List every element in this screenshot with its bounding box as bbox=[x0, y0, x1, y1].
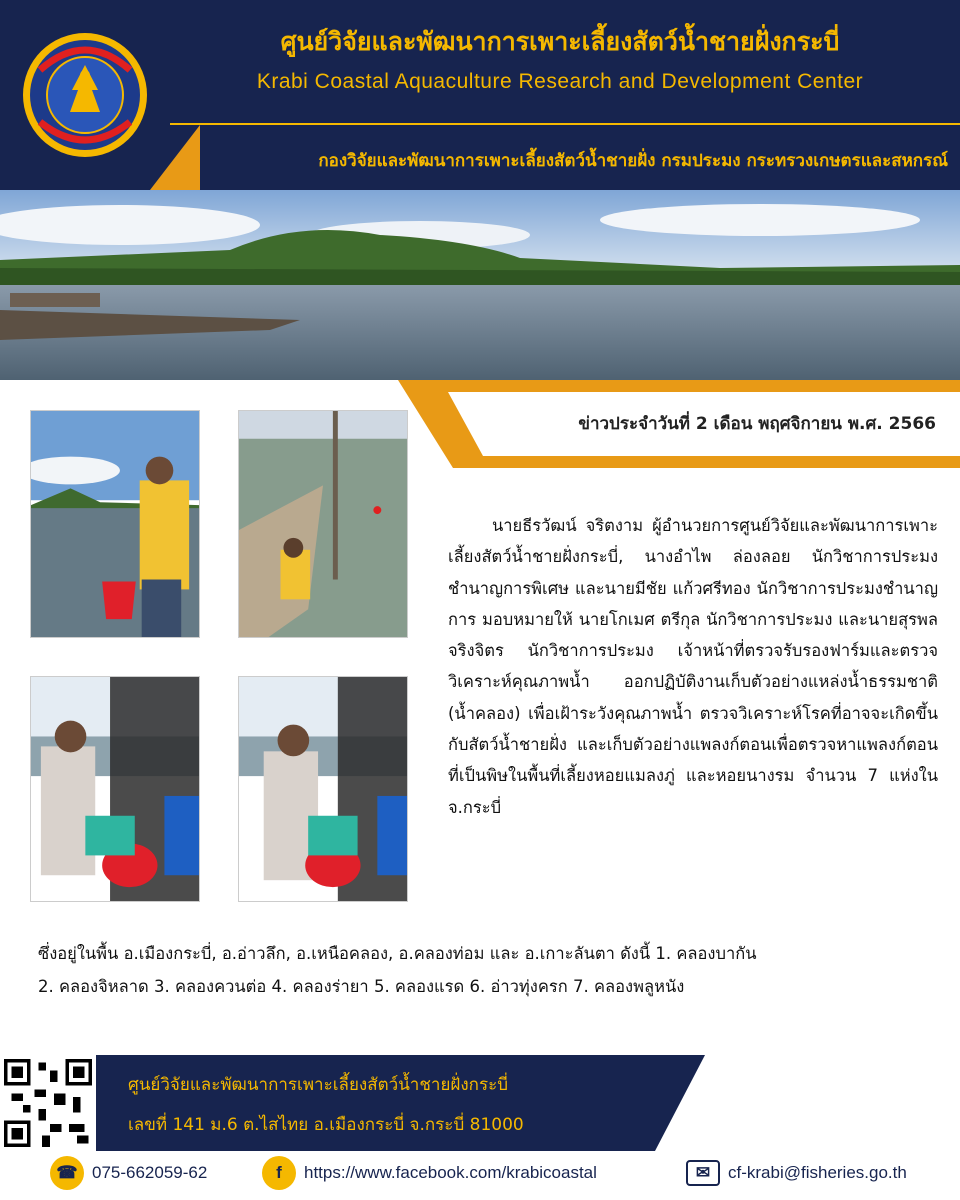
mail-icon: ✉ bbox=[686, 1160, 720, 1186]
news-continuation bbox=[38, 937, 938, 1003]
contact-phone[interactable] bbox=[50, 1155, 207, 1191]
facebook-icon: f bbox=[262, 1156, 296, 1190]
organization-line: กองวิจัยและพัฒนาการเพาะเลี้ยงสัตว์น้ำชายฝั่ง กรมประมง กระทรวงเกษตรและสหกรณ์ bbox=[318, 151, 948, 171]
contact-email[interactable] bbox=[686, 1155, 907, 1191]
news-continuation-line-2: 2. คลองจิหลาด 3. คลองควนต่อ 4. คลองร่ายา 5. คลองแรด 6. อ่าวทุ่งครก 7. คลองพลูหนัง bbox=[38, 977, 685, 996]
footer-address: เลขที่ 141 ม.6 ต.ไสไทย อ.เมืองกระบี่ จ.กระบี่ 81000 bbox=[128, 1115, 524, 1135]
photo-sampling-water-bucket bbox=[30, 410, 200, 638]
center-title-english: Krabi Coastal Aquaculture Research and Development Center bbox=[256, 70, 864, 93]
news-body bbox=[448, 510, 938, 823]
banner-photo-coastline bbox=[0, 190, 960, 380]
news-paragraph: นายธีรวัฒน์ จริตงาม ผู้อำนวยการศูนย์วิจัยและพัฒนาการเพาะเลี้ยงสัตว์น้ำชายฝั่งกระบี่, นางอำไพ ล่องลอย นักวิชาการประมงชำนาญการพิเศษ และนายมีชัย แก้วศรีทอง นักวิชาการประมงชำนาญการ มอบหมายให้ นายโกเมศ ตรีกุล นักวิชาการประมง และนายสุรพล จริงจิตร นักวิชาการประมง เจ้าหน้าที่ตรวจรับรองฟาร์มและตรวจวิเคราะห์คุณภาพน้ำ ออกปฏิบัติงานเก็บตัวอย่างแหล่งน้ำธรรมชาติ (น้ำคลอง) เพื่อเฝ้าระวังคุณภาพน้ำ ตรวจวิเคราะห์โรคที่อาจจะเกิดขึ้นกับสัตว์น้ำชายฝั่ง และเก็บตัวอย่างแพลงก์ตอนเพื่อตรวจหาแพลงก์ตอนที่เป็นพิษในพื้นที่เลี้ยงหอยแมลงภู่ และหอยนางรม จำนวน 7 แห่งใน จ.กระบี่ bbox=[448, 516, 938, 817]
phone-icon: ☎ bbox=[50, 1156, 84, 1190]
footer-center-name: ศูนย์วิจัยและพัฒนาการเพาะเลี้ยงสัตว์น้ำชายฝั่งกระบี่ bbox=[128, 1075, 509, 1095]
photo-water-testing-2 bbox=[238, 676, 408, 902]
qr-code[interactable] bbox=[0, 1055, 96, 1151]
center-title-thai: ศูนย์วิจัยและพัฒนาการเพาะเลี้ยงสัตว์น้ำชายฝั่งกระบี่ bbox=[280, 27, 840, 56]
header-divider bbox=[170, 123, 960, 125]
phone-number: 075-662059-62 bbox=[92, 1163, 208, 1182]
contact-facebook[interactable] bbox=[262, 1155, 597, 1191]
department-logo bbox=[10, 30, 160, 160]
news-date: ข่าวประจำวันที่ 2 เดือน พฤศจิกายน พ.ศ. 2566 bbox=[578, 414, 936, 434]
footer-accent-wedge bbox=[655, 1055, 705, 1151]
news-continuation-line-1: ซึ่งอยู่ในพื้น อ.เมืองกระบี่, อ.อ่าวลึก, อ.เหนือคลอง, อ.คลองท่อม และ อ.เกาะลันตา ดังนี้ 1. คลองบากัน bbox=[38, 944, 757, 963]
facebook-link: https://www.facebook.com/krabicoastal bbox=[304, 1163, 597, 1182]
email-address: cf-krabi@fisheries.go.th bbox=[728, 1163, 907, 1182]
photo-boat-sampling bbox=[238, 410, 408, 638]
photo-water-testing-1 bbox=[30, 676, 200, 902]
